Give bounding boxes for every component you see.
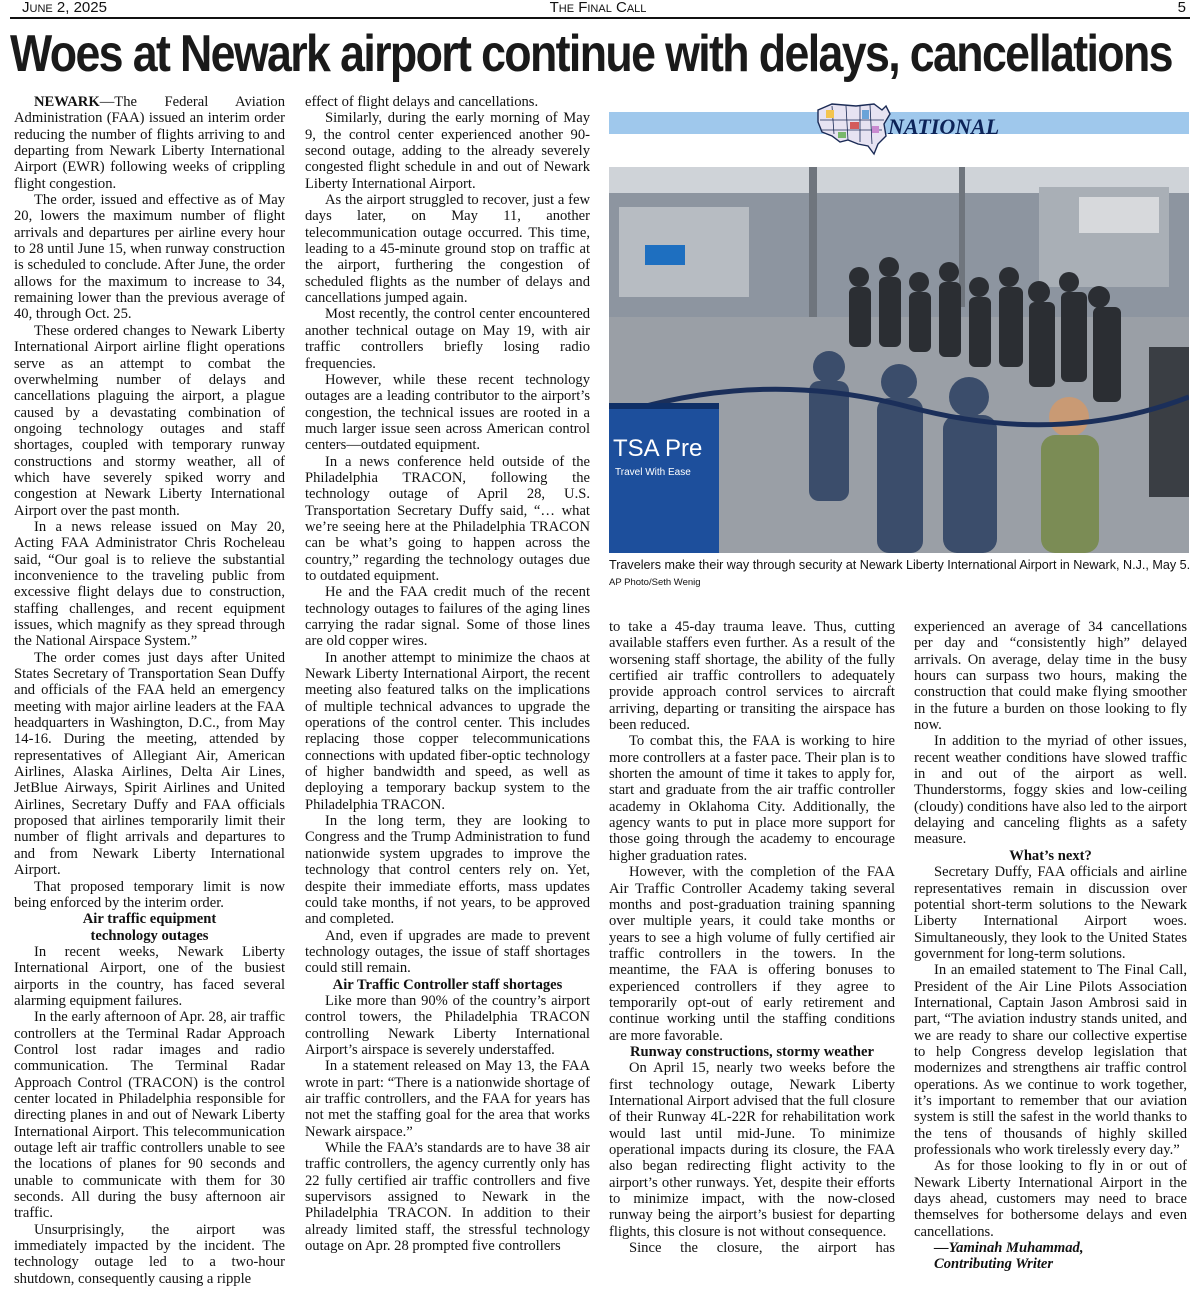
paragraph: effect of flight delays and cancellations. [305,94,539,110]
publication-name: The Final Call [549,0,647,16]
caption-text: Travelers make their way through security at Newark Liberty International Airport in Newark, N.J., May 5. [609,558,1191,572]
paragraph: However, while these recent technology outages are a leading contributor to the airport’s congestion, the technical issues are rooted in a much larger issue seen across American control centers—outdated equipment. [305,371,590,454]
paragraph: And, even if upgrades are made to prevent technology outages, the issue of staff shortages could still remain. [305,927,590,977]
running-header [10,0,1186,16]
security-line-illustration [609,167,1189,553]
paragraph: To combat this, the FAA is working to hire more controllers at a faster pace. Their plan is to shorten the amount of time it takes to apply for, start and graduate from the air traffic controller academy in Oklahoma City. Additionally, the agency wants to put in place more support for those going through the academy to encourage higher graduation rates. [609,733,895,864]
paragraph: As the airport struggled to recover, just a few days later, on May 11, another telecommunication outage occurred. This time, leading to a 45-minute ground stop on traffic at the airport, furthering the congestion of scheduled flights as the number of delays and cancellations jumped again. [305,192,590,307]
paragraph: In an emailed statement to The Final Call, President of the Air Line Pilots Association International, Captain Jason Ambrosi said in part, “The aviation industry stands united, and we are ready to share our collective expertise to help Congress develop legislation that modernizes and strengthens air traffic control operations. As we continue to work together, it’s important to remember that our aviation system is still the safest in the world thanks to the tens of thousands of highly skilled professionals who work tirelessly every day.” [914,962,1187,1158]
paragraph: The order comes just days after United States Secretary of Transportation Sean Duffy and officials of the FAA held an emergency meeting with major airline leaders at the FAA headquarters in Washington, D.C., from May 14-16. During the meeting, attended by representatives of Allegiant Air, American Airlines, Alaska Airlines, Delta Air Lines, JetBlue Airways, Spirit Airlines and United Airlines, Secretary Duffy and FAA officials proposed that airlines temporarily limit their number of flight arrivals and departures to and from Newark Liberty International Airport. [14,649,285,879]
paragraph: Most recently, the control center encountered another technical outage on May 19, with air traffic controllers briefly losing radio frequencies. [305,306,590,372]
paragraph: Unsurprisingly, the airport was immediately impacted by the incident. The technology outage led to a two-hour shutdown, consequently causing a ripple [14,1221,285,1287]
tsa-sign-text: TSA Pre [613,435,703,462]
paragraph: to take a 45-day trauma leave. Thus, cutting available staffers even further. As a result of the worsening staff shortage, the ability of the fully certified air traffic controllers to adequately provide approach control services to aircraft arriving, departing or transiting the airspace has been reduced. [609,619,895,734]
issue-date: June 2, 2025 [22,0,107,16]
lead-text: —The Federal Aviation Administration (FAA) issued an interim order reducing the number of flights arriving to and departing from Newark Liberty International Airport (EWR) following weeks of crippling flight congestion. [14,94,285,192]
paragraph: Like more than 90% of the country’s airport control towers, the Philadelphia TRACON controlling Newark Liberty International Airport’s airspace is severely understaffed. [305,992,590,1058]
paragraph: Secretary Duffy, FAA officials and airline representatives remain in discussion over potential short-term solutions to the Newark Liberty International Airport woes. Simultaneously, they look to the United States government for long-term solutions. [914,864,1187,962]
paragraph: In the early afternoon of Apr. 28, air traffic controllers at the Terminal Radar Approach Control lost radar images and radio communication. The Terminal Radar Approach Control (TRACON) is the control center located in Philadelphia responsible for directing planes in and out of Newark Liberty International Airport. This telecommunication outage left air traffic controllers unable to see the locations of planes for 90 seconds and unable to communicate with them for 30 seconds. All during the busy afternoon air traffic. [14,1009,285,1222]
section-label: NATIONAL [888,114,1000,139]
article-column-4 [914,619,1187,1294]
subhead-whats-next: What’s next? [1009,847,1092,864]
paragraph: In a news conference held outside of the Philadelphia TRACON, following the technology outage of April 28, U.S. Transportation Secretary Duffy said, “… what we’re seeing here at the Philadelphia TRACON can be what’s going to happen across the country,” regarding the technology outages due to outdated equipment. [305,453,590,584]
article-column-2 [305,94,590,1294]
paragraph: In a statement released on May 13, the FAA wrote in part: “There is a nationwide shortage of air traffic controllers, and the FAA for years has not met the staffing goal for the area that works Newark airspace.” [305,1058,590,1140]
paragraph: On April 15, nearly two weeks before the first technology outage, Newark Liberty International Airport advised that the full closure of their Runway 4L-22R for rehabilitation work would last until mid-June. To minimize operational impacts during its closure, the FAA also began redirecting flight activity to the airport’s other runways. Yet, despite their efforts to minimize impact, with the now-closed runway being the airport’s busiest for departing flights, this closure is not without consequence. [609,1060,895,1240]
byline-title: Contributing Writer [934,1256,1054,1273]
header-rule [10,17,1190,19]
paragraph: Since the closure, the airport has [629,1240,895,1257]
paragraph: In addition to the myriad of other issues, recent weather conditions have slowed traffic in and out of the airport as well. Thunderstorms, foggy skies and low-ceiling (cloudy) conditions have also led to the airport delaying and canceling flights as a safety measure. [914,733,1187,848]
paragraph: That proposed temporary limit is now being enforced by the interim order. [14,878,285,911]
paragraph: While the FAA’s standards are to have 38 air traffic controllers, the agency currently only has 22 fully certified air traffic controllers and five supervisors assigned to Newark in the Philadelphia TRACON. In addition to their already limited staff, the stressful technology outage on Apr. 28 prompted five controllers [305,1140,590,1255]
page-number: 5 [1177,0,1186,16]
lead-paragraph [14,94,285,192]
subhead-runway-weather: Runway constructions, stormy weather [629,1043,875,1060]
paragraph: These ordered changes to Newark Liberty International Airport airline flight operations serve as an attempt to combat the overwhelming number of delays and cancellations plaguing the airport, a plague caused by a devastating combination of ongoing technology outages and staff shortages, coupled with temporary runway constructions and stormy weather, all of which have severely spiked worry and congestion at Newark Liberty International Airport over the past month. [14,322,285,519]
photo-credit: AP Photo/Seth Wenig [609,577,701,588]
article-column-3 [609,619,895,1294]
subhead-equipment-line1: Air traffic equipment [82,911,217,928]
news-photo [609,167,1189,553]
paragraph: In a news release issued on May 20, Acting FAA Administrator Chris Rocheleau said, “Our goal is to relieve the substantial inconvenience to the traveling public from excessive flight delays due to construction, staffing challenges, and recent equipment issues, which magnify as they spread through the National Airspace System.” [14,518,285,650]
paragraph: In another attempt to minimize the chaos at Newark Liberty International Airport, the recent meeting also featured talks on the implications of multiple technical advances to upgrade the operations of the control center. This includes replacing those copper telecommunications connections with updated fiber-optic technology of higher bandwidth and speed, as well as deploying a temporary backup system to the Philadelphia TRACON. [305,649,590,813]
subhead-equipment-line2: technology outages [90,927,209,944]
subhead-staff-shortages: Air Traffic Controller staff shortages [332,976,563,993]
headline: Woes at Newark airport continue with delays, cancellations [10,25,1172,83]
paragraph: In recent weeks, Newark Liberty International Airport, one of the busiest airports in the country, has faced several alarming equipment failures. [14,943,285,1009]
paragraph: As for those looking to fly in or out of Newark Liberty International Airport in the days ahead, customers may need to brace themselves for bothersome delays and even cancellations. [914,1158,1187,1240]
article-column-1 [14,94,285,1294]
paragraph: In the long term, they are looking to Congress and the Trump Administration to fund nationwide system upgrades to improve the technology that control centers rely on. Yet, despite their immediate efforts, mass updates could take months, if not years, to be approved and completed. [305,813,590,928]
dateline: NEWARK [34,94,100,110]
paragraph: The order, issued and effective as of May 20, lowers the maximum number of flight arrivals and departures per airline every hour to 28 until June 15, when runway construction is scheduled to conclude. After June, the order allows for the maximum to increase to 34, remaining lower than the previous average of 40, through Oct. 25. [14,192,285,323]
paragraph: However, with the completion of the FAA Air Traffic Controller Academy taking several months and post-graduation training spanning over multiple years, it could take months or years to see a high volume of fully certified air traffic controllers in the towers. In the meantime, the FAA is offering bonuses to experienced controllers if they agree to temporarily opt-out of early retirement and continue working until the staffing conditions are more favorable. [609,864,895,1044]
photo-caption [609,557,1191,591]
paragraph: He and the FAA credit much of the recent technology outages to failures of the aging lines carrying the radar signal. Some of those lines are old copper wires. [305,584,590,650]
paragraph: experienced an average of 34 cancellations per day and “consistently high” delayed arrivals. On average, delay time in the busy hours can surpass two hours, making the construction that could make flying smoother in the future a burden on those looking to fly now. [914,619,1187,734]
paragraph: Similarly, during the early morning of May 9, the control center experienced another 90-second outage, adding to the already severely congested flight schedule in and out of Newark Liberty International Airport. [305,110,590,192]
tsa-sign-subtext: Travel With Ease [615,467,691,478]
byline-name: —Yaminah Muhammad, [934,1240,1084,1257]
